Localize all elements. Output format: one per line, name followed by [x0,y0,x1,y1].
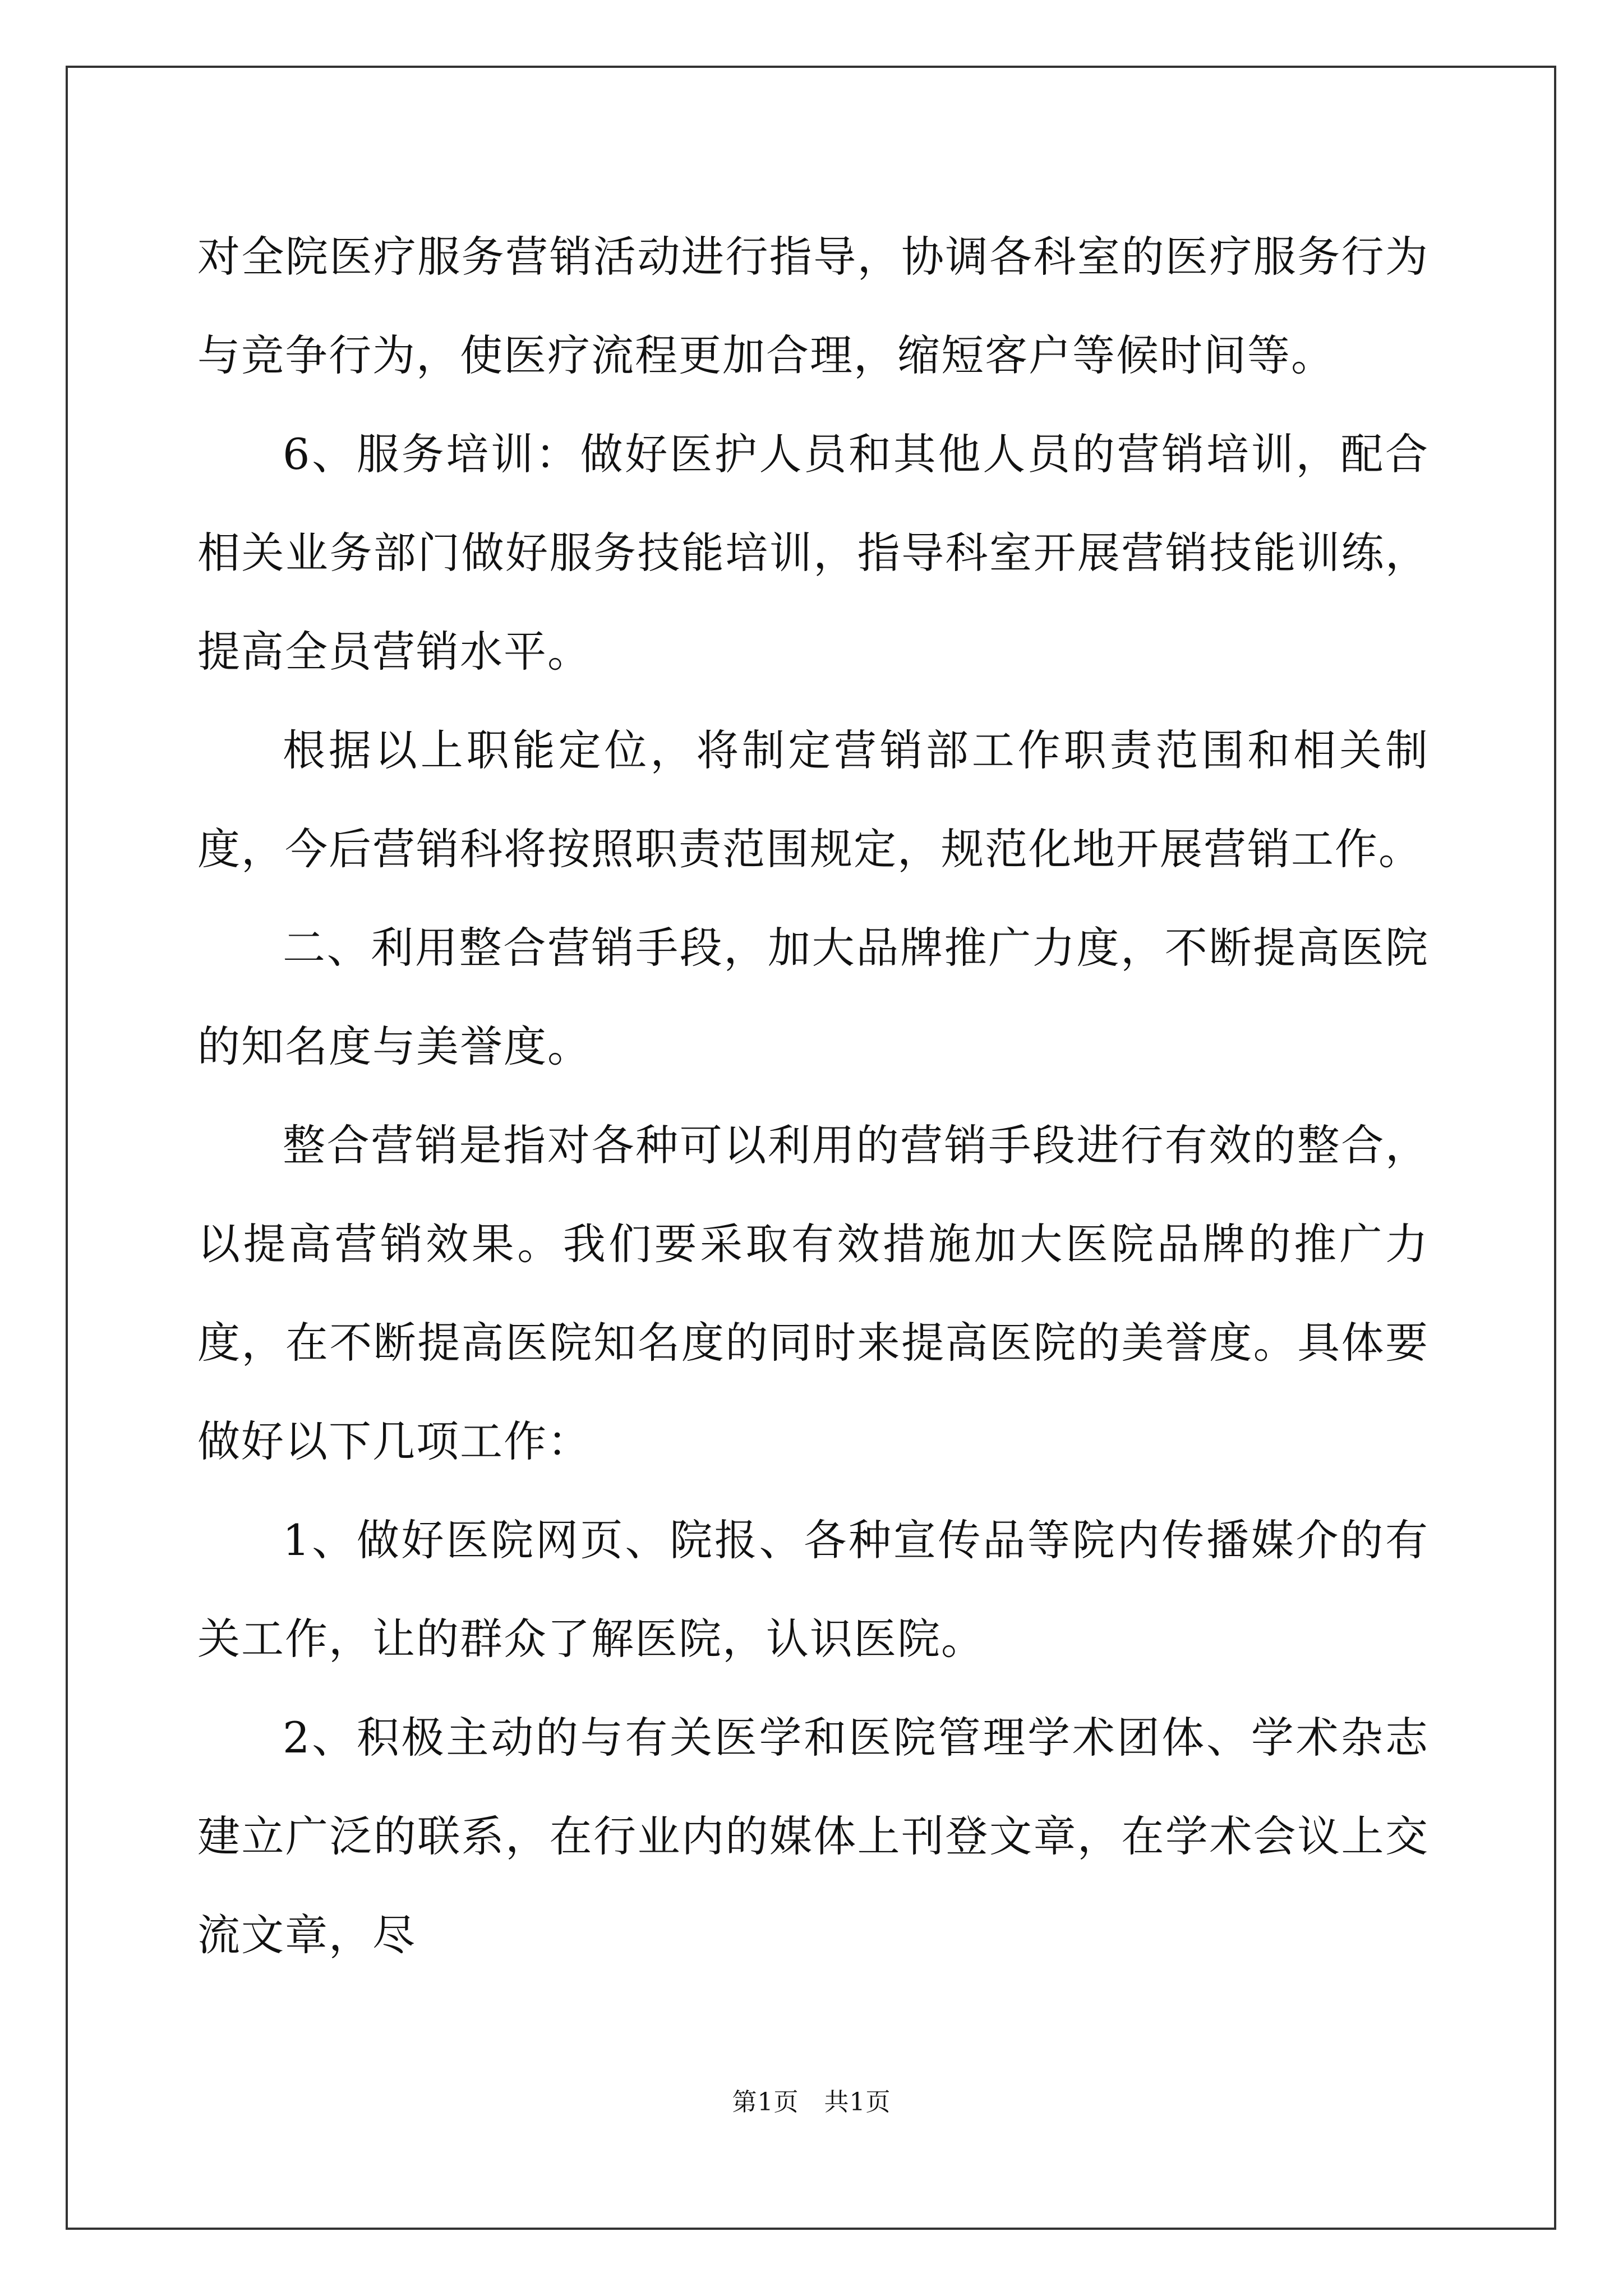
paragraph-section-heading-2: 二、利用整合营销手段，加大品牌推广力度，不断提高医院的知名度与美誉度。 [197,923,1429,1071]
paragraph-service-training: 6、服务培训：做好医护人员和其他人员的营销培训，配合相关业务部门做好服务技能培训，指导科室开展营销技能训练，提高全员营销水平。 [197,429,1429,677]
page-number-footer: 第1页 共1页 [732,2088,891,2116]
paragraph-function-positioning: 根据以上职能定位，将制定营销部工作职责范围和相关制度，今后营销科将按照职责范围规定，规范化地开展营销工作。 [197,725,1429,874]
paragraph-integrated-marketing: 整合营销是指对各种可以利用的营销手段进行有效的整合，以提高营销效果。我们要采取有效措施加大医院品牌的推广力度，在不断提高医院知名度的同时来提高医院的美誉度。具体要做好以下几项工作： [197,1120,1429,1466]
paragraph-continuation: 对全院医疗服务营销活动进行指导，协调各科室的医疗服务行为与竞争行为，使医疗流程更加合理，缩短客户等候时间等。 [197,232,1429,380]
paragraph-item-1: 1、做好医院网页、院报、各种宣传品等院内传播媒介的有关工作，让的群众了解医院，认识医院。 [197,1515,1429,1664]
document-body [197,208,1429,1985]
paragraph-item-2: 2、积极主动的与有关医学和医院管理学术团体、学术杂志建立广泛的联系，在行业内的媒体上刊登文章，在学术会议上交流文章，尽 [197,1713,1429,1960]
